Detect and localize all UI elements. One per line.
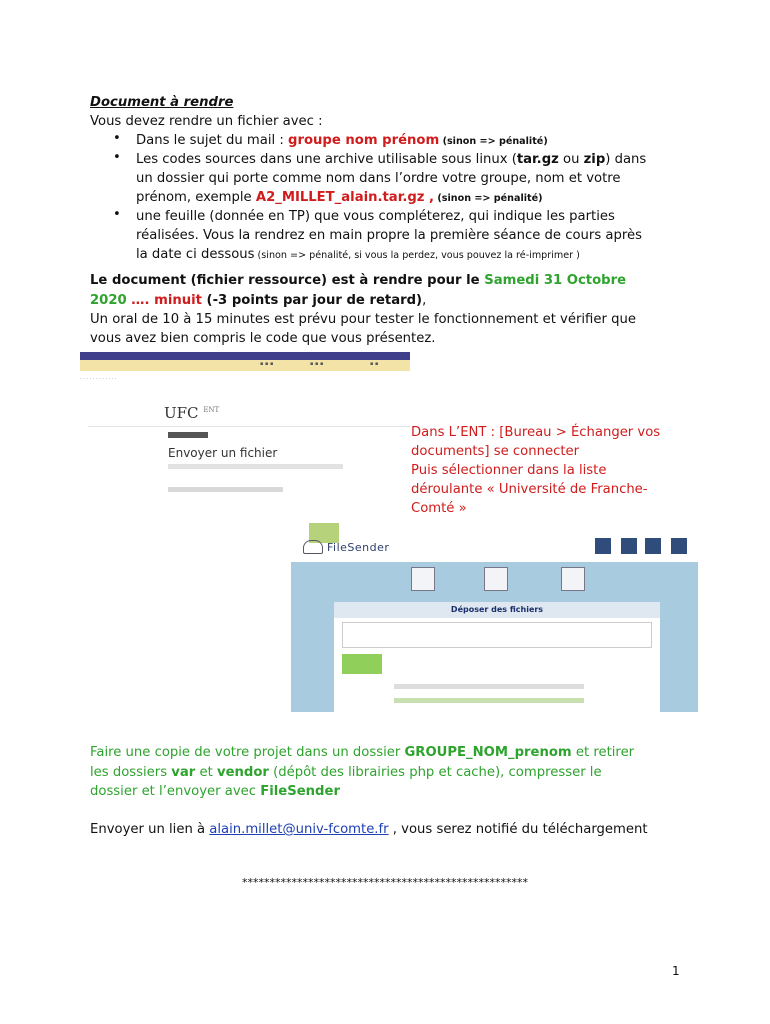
send-link-line — [90, 820, 648, 839]
oral-line-2: vous avez bien compris le code que vous présentez. — [90, 331, 436, 346]
bullet-3-text: la date ci dessous — [136, 247, 255, 262]
separator: **************************************************** — [242, 876, 528, 889]
upload-icon — [411, 567, 435, 591]
bullet-dot: • — [113, 131, 121, 146]
settings-icon — [645, 538, 661, 554]
bullet-2-targz: tar.gz — [516, 152, 559, 167]
filesender-header — [291, 520, 698, 562]
help-icon — [621, 538, 637, 554]
bullet-2-line-2: un dossier qui porte comme nom dans l’ordre votre groupe, nom et votre — [136, 171, 621, 186]
cloud-icon — [303, 540, 323, 554]
bullet-1 — [136, 131, 548, 151]
ent-divider — [88, 426, 410, 427]
bullet-2-text: prénom, exemple — [136, 190, 256, 205]
copy-text: (dépôt des librairies php et cache), compresser le — [268, 765, 602, 780]
copy-text: et — [195, 765, 217, 780]
ent-logo-sub: ENT — [203, 406, 220, 414]
bullet-1-note: (sinon => pénalité) — [439, 136, 548, 147]
copy-text: dossier et l’envoyer avec — [90, 784, 261, 799]
callout-line-2: documents] se connecter — [411, 444, 580, 459]
bullet-2-line-1 — [136, 150, 646, 169]
copy-text: les dossiers — [90, 765, 172, 780]
copy-line-3 — [90, 782, 340, 801]
guests-icon — [561, 567, 585, 591]
deadline-minuit: …. minuit — [126, 293, 202, 308]
callout-line-1: Dans L’ENT : [Bureau > Échanger vos — [411, 425, 661, 440]
bullet-3-line-1: une feuille (donnée en TP) que vous compléterez, qui indique les parties — [136, 209, 615, 224]
bullet-dot: • — [113, 207, 121, 222]
ent-info-line — [168, 487, 283, 492]
callout-line-3: Puis sélectionner dans la liste — [411, 463, 607, 478]
bullet-1-red: groupe nom prénom — [288, 133, 440, 148]
send-link-text: Envoyer un lien à — [90, 822, 210, 837]
ent-menu-bar: ▪ ▪ ▪ ▪ ▪ ▪ ▪ ▪ — [80, 360, 410, 371]
bullet-2-text: ou — [558, 152, 584, 167]
callout-line-4: déroulante « Université de Franche- — [411, 482, 648, 497]
oral-line-1: Un oral de 10 à 15 minutes est prévu pour tester le fonctionnement et vérifier que — [90, 312, 636, 327]
filesender-panel-title: Déposer des fichiers — [334, 602, 660, 618]
copy-var: var — [171, 765, 196, 780]
bullet-2-example: A2_MILLET_alain.tar.gz , — [255, 190, 435, 205]
ent-logo-text: UFC — [164, 404, 199, 422]
ent-breadcrumb: · · · · · · · · · · · · — [80, 376, 117, 382]
filesender-option-line — [394, 684, 584, 689]
ent-title: Envoyer un fichier — [168, 446, 278, 460]
deadline-penalty: (-3 points par jour de retard) — [201, 293, 423, 308]
bullet-3-line-3 — [136, 245, 580, 265]
deadline-line-2 — [90, 291, 426, 310]
send-link-text: , vous serez notifié du téléchargement — [388, 822, 648, 837]
filesender-file-thumb — [342, 654, 382, 674]
copy-line-2 — [90, 763, 602, 782]
document-heading: Document à rendre — [90, 95, 234, 110]
page-number: 1 — [672, 964, 680, 978]
transfers-icon — [484, 567, 508, 591]
deadline-line-1 — [90, 271, 626, 290]
filesender-option-line — [394, 698, 584, 703]
bullet-dot: • — [113, 150, 121, 165]
ent-logo — [164, 404, 219, 422]
filesender-body — [291, 562, 698, 712]
deadline-text: Le document (fichier ressource) est à rendre pour le — [90, 273, 485, 288]
deadline-date: Samedi 31 Octobre — [484, 273, 627, 288]
bullet-2-line-3 — [136, 188, 543, 208]
ent-info-line — [168, 464, 343, 469]
ent-screenshot — [80, 352, 410, 510]
email-link[interactable]: alain.millet@univ-fcomte.fr — [209, 822, 389, 837]
copy-line-1 — [90, 743, 634, 762]
bullet-2-zip: zip — [583, 152, 606, 167]
copy-text: et retirer — [571, 745, 635, 760]
home-icon — [595, 538, 611, 554]
filesender-panel — [334, 602, 660, 712]
copy-filesender: FileSender — [260, 784, 340, 799]
deadline-year: 2020 — [90, 293, 127, 308]
bullet-2-text: Les codes sources dans une archive utilisable sous linux ( — [136, 152, 517, 167]
copy-text: Faire une copie de votre projet dans un dossier — [90, 745, 405, 760]
copy-folder-name: GROUPE_NOM_prenom — [404, 745, 572, 760]
deadline-comma: , — [422, 293, 427, 308]
bullet-2-note: (sinon => pénalité) — [434, 193, 543, 204]
filesender-brand: FileSender — [327, 541, 390, 554]
filesender-screenshot — [291, 520, 698, 712]
ent-tag — [168, 432, 208, 438]
filesender-dropzone — [342, 622, 652, 648]
bullet-1-text: Dans le sujet du mail : — [136, 133, 288, 148]
bullet-3-note: (sinon => pénalité, si vous la perdez, vous pouvez la ré-imprimer ) — [254, 250, 580, 261]
copy-vendor: vendor — [216, 765, 269, 780]
callout-line-5: Comté » — [411, 501, 467, 516]
bullet-3-line-2: réalisées. Vous la rendrez en main propre la première séance de cours après — [136, 228, 642, 243]
intro-text: Vous devez rendre un fichier avec : — [90, 114, 323, 129]
logout-icon — [671, 538, 687, 554]
bullet-2-text: ) dans — [605, 152, 647, 167]
